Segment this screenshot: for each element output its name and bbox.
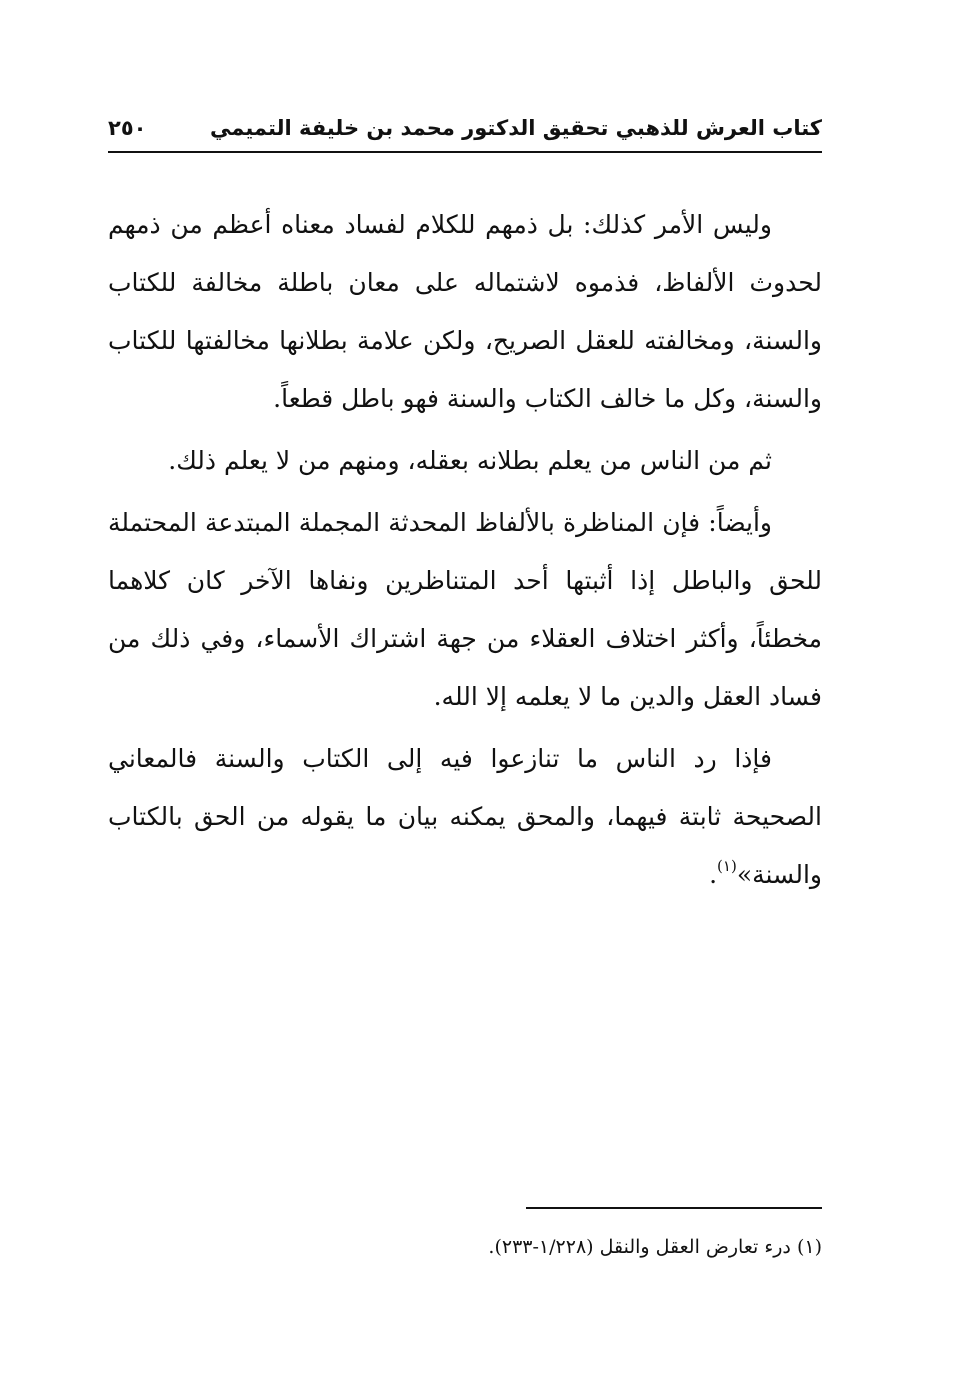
paragraph-4-text: فإذا رد الناس ما تنازعوا فيه إلى الكتاب والسنة فالمعاني الصحيحة ثابتة فيهما، والمحق يمكنه بيان ما يقوله من الحق بالكتاب والسنة» bbox=[108, 744, 822, 889]
paragraph-3: وأيضاً: فإن المناظرة بالألفاظ المحدثة المجملة المبتدعة المحتملة للحق والباطل إذا أثبتها أحد المتناظرين ونفاها الآخر كان كلاهما مخطئاً، وأكثر اختلاف العقلاء من جهة اشتراك الأسماء، وفي ذلك من فساد العقل والدين ما لا يعلمه إلا الله. bbox=[108, 508, 822, 711]
header-title: كتاب العرش للذهبي تحقيق الدكتور محمد بن خليفة التميمي bbox=[210, 116, 822, 140]
page-number: ٢٥٠ bbox=[108, 116, 147, 140]
header-divider bbox=[108, 151, 822, 153]
footnote-divider bbox=[526, 1207, 822, 1209]
paragraph-4-period: . bbox=[709, 860, 718, 889]
footnote-reference: (١) bbox=[717, 857, 737, 875]
paragraph-4 bbox=[108, 730, 822, 904]
footnote: (١) درء تعارض العقل والنقل (١/٢٢٨-٢٣٣). bbox=[488, 1236, 822, 1258]
running-header bbox=[108, 112, 822, 152]
main-text bbox=[108, 196, 822, 904]
paragraph-1: وليس الأمر كذلك: بل ذمهم للكلام لفساد معناه أعظم من ذمهم لحدوث الألفاظ، فذموه لاشتماله على معان باطلة مخالفة للكتاب والسنة، ومخالفته للعقل الصريح، ولكن علامة بطلانها مخالفتها للكتاب والسنة، وكل ما خالف الكتاب والسنة فهو باطل قطعاً. bbox=[108, 210, 822, 413]
paragraph-2: ثم من الناس من يعلم بطلانه بعقله، ومنهم من لا يعلم ذلك. bbox=[168, 446, 772, 475]
